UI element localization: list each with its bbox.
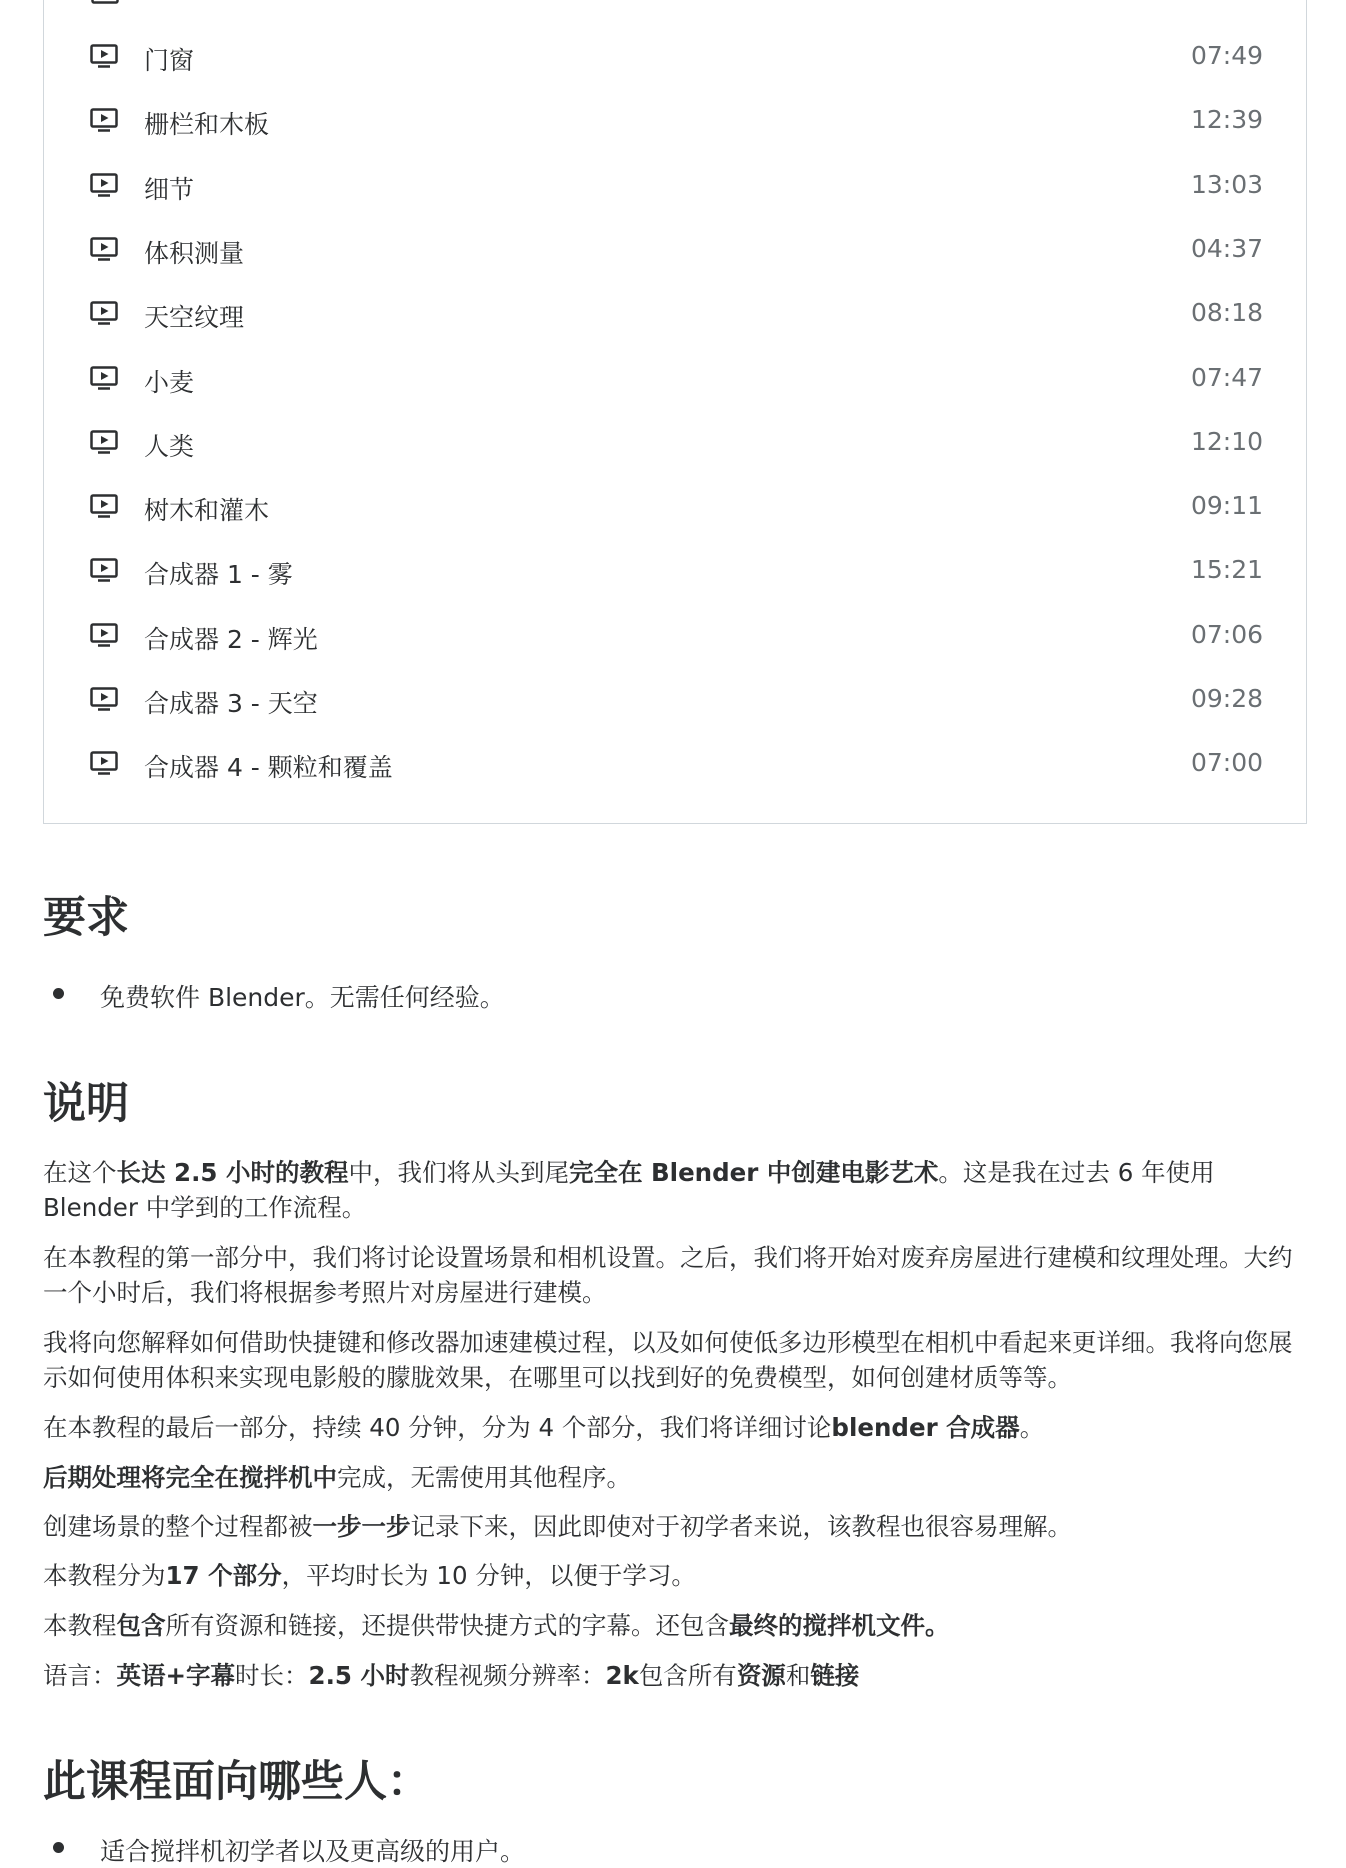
lecture-title: 体积测量 (144, 238, 245, 268)
lecture-duration: 04:37 (1190, 233, 1263, 263)
lecture-title: 天空纹理 (144, 303, 245, 333)
lecture-title: 栅栏和木板 (144, 110, 270, 140)
description-paragraph-6: 创建场景的整个过程都被一步一步记录下来，因此即使对于初学者来说，该教程也很容易理解。 (43, 1512, 1072, 1541)
lecture-row[interactable] (43, 36, 1307, 76)
video-play-icon (90, 173, 118, 197)
lecture-row[interactable] (43, 486, 1307, 526)
audience-heading: 此课程面向哪些人： (43, 1757, 430, 1807)
lecture-title: 合成器 1 - 雾 (144, 560, 293, 590)
video-icon (91, 0, 119, 8)
lecture-duration: 09:28 (1190, 684, 1263, 713)
description-paragraph-7: 本教程分为17 个部分，平均时长为 10 分钟，以便于学习。 (43, 1561, 696, 1590)
lecture-row[interactable] (43, 358, 1307, 398)
lecture-title: 细节 (144, 174, 195, 204)
lecture-row[interactable] (43, 679, 1307, 719)
lecture-duration: 08:18 (1190, 298, 1263, 328)
lecture-duration: 07:06 (1190, 619, 1263, 649)
lecture-duration: 07:47 (1190, 362, 1263, 392)
video-play-icon (90, 44, 118, 68)
description-paragraph-1: 在这个长达 2.5 小时的教程中，我们将从头到尾完全在 Blender 中创建电影艺术。这是我在过去 6 年使用 Blender 中学到的工作流程。 (43, 1158, 1215, 1222)
audience-item: 适合搅拌机初学者以及更高级的用户。 (43, 1830, 1307, 1866)
bullet-icon (53, 988, 64, 999)
lecture-duration: 07:49 (1190, 41, 1263, 70)
video-play-icon (90, 751, 118, 775)
lecture-row[interactable] (43, 100, 1307, 140)
description-paragraph-4: 在本教程的最后一部分，持续 40 分钟，分为 4 个部分，我们将详细讨论blender 合成器。 (43, 1413, 1045, 1442)
video-play-icon (90, 237, 118, 261)
lecture-duration: 12:10 (1190, 426, 1263, 456)
video-play-icon (90, 687, 118, 711)
lecture-title: 树木和灌木 (144, 496, 270, 526)
lecture-row[interactable] (43, 743, 1307, 783)
lecture-row[interactable] (43, 422, 1307, 462)
lecture-duration: 07:00 (1190, 748, 1263, 778)
lecture-duration: 09:11 (1190, 491, 1263, 521)
video-play-icon (90, 494, 118, 518)
video-play-icon (90, 623, 118, 647)
video-play-icon (90, 558, 118, 582)
lecture-duration: 13:03 (1190, 169, 1263, 199)
video-play-icon (90, 366, 118, 390)
lecture-row[interactable] (43, 165, 1307, 205)
lecture-row[interactable] (43, 229, 1307, 269)
lecture-row[interactable] (43, 550, 1307, 590)
description-paragraph-3: 我将向您解释如何借助快捷键和修改器加速建模过程，以及如何使低多边形模型在相机中看起来更详细。我将向您展示如何使用体积来实现电影般的朦胧效果，在哪里可以找到好的免费模型，如何创建材质等等。 (43, 1328, 1293, 1392)
video-play-icon (90, 301, 118, 325)
description-heading: 说明 (43, 1079, 129, 1129)
lecture-duration: 15:21 (1190, 555, 1263, 585)
requirements-heading: 要求 (43, 893, 129, 943)
lecture-title: 合成器 4 - 颗粒和覆盖 (144, 753, 393, 783)
lecture-title: 人类 (144, 431, 195, 461)
lecture-title: 门窗 (144, 46, 195, 75)
video-play-icon (90, 430, 118, 454)
video-play-icon (90, 108, 118, 132)
description-paragraph-9: 语言：英语+字幕时长：2.5 小时教程视频分辨率：2k包含所有资源和链接 (43, 1661, 860, 1690)
requirement-item: 免费软件 Blender。无需任何经验。 (43, 976, 1307, 1012)
lecture-title: 合成器 2 - 辉光 (144, 624, 318, 654)
lecture-title: 合成器 3 - 天空 (144, 689, 318, 718)
description-paragraph-2: 在本教程的第一部分中，我们将讨论设置场景和相机设置。之后，我们将开始对废弃房屋进行建模和纹理处理。大约一个小时后，我们将根据参考照片对房屋进行建模。 (43, 1243, 1293, 1307)
lecture-row[interactable] (43, 293, 1307, 333)
lecture-title: 小麦 (144, 367, 195, 397)
description-paragraph-5: 后期处理将完全在搅拌机中完成，无需使用其他程序。 (43, 1463, 631, 1492)
description-paragraph-8: 本教程包含所有资源和链接，还提供带快捷方式的字幕。还包含最终的搅拌机文件。 (43, 1611, 950, 1640)
bullet-icon (53, 1842, 64, 1853)
lecture-row[interactable] (43, 615, 1307, 655)
lecture-duration: 12:39 (1190, 105, 1263, 135)
lecture-row-clipped (44, 0, 1306, 16)
